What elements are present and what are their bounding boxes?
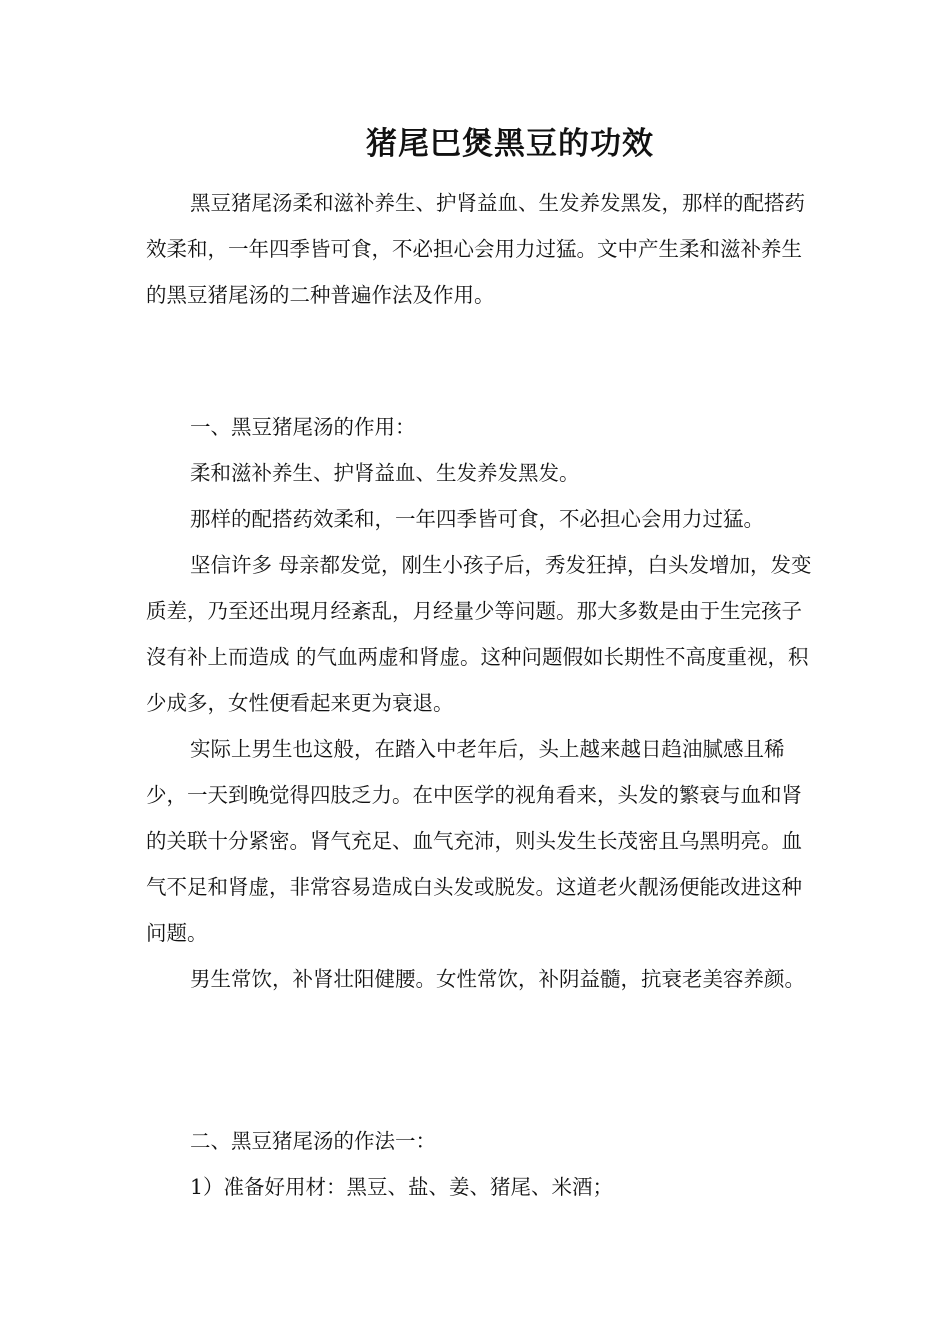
section1-paragraph-1: 柔和滋补养生、护肾益血、生发养发黑发。	[190, 461, 580, 485]
section2-heading: 二、黑豆猪尾汤的作法一：	[190, 1129, 436, 1153]
section1-paragraph-5: 男生常饮，补肾壮阳健腰。女性常饮，补阴益髓，抗衰老美容养颜。	[190, 967, 805, 991]
section1-heading: 一、黑豆猪尾汤的作用：	[190, 415, 416, 439]
section2-block	[146, 1118, 818, 1210]
section2-step-1: 1）准备好用材：黑豆、盐、姜、猪尾、米酒；	[190, 1175, 614, 1199]
intro-paragraph: 黑豆猪尾汤柔和滋补养生、护肾益血、生发养发黑发，那样的配搭药效柔和，一年四季皆可食，不必担心会用力过猛。文中产生柔和滋补养生的黑豆猪尾汤的二种普遍作法及作用。	[146, 191, 805, 307]
section1-block	[146, 404, 818, 1002]
document-title: 猪尾巴煲黑豆的功效	[366, 126, 654, 162]
section1-paragraph-4: 实际上男生也这般，在踏入中老年后，头上越来越日趋油腻感且稀少，一天到晚觉得四肢乏力。在中医学的视角看来，头发的繁衰与血和肾的关联十分紧密。肾气充足、血气充沛，则头发生长茂密且乌黑明亮。血气不足和肾虚，非常容易造成白头发或脱发。这道老火靓汤便能改进这种问题。	[146, 737, 802, 945]
intro-block	[146, 180, 818, 318]
section1-paragraph-2: 那样的配搭药效柔和，一年四季皆可食，不必担心会用力过猛。	[190, 507, 764, 531]
section1-paragraph-3: 坚信许多 母亲都发觉，刚生小孩子后，秀发狂掉，白头发增加，发变质差，乃至还出現月经紊乱，月经量少等问题。那大多数是由于生完孩子沒有补上而造成 的气血两虚和肾虚。这种问题假如长期性不高度重视，积少成多，女性便看起来更为衰退。	[146, 553, 812, 715]
